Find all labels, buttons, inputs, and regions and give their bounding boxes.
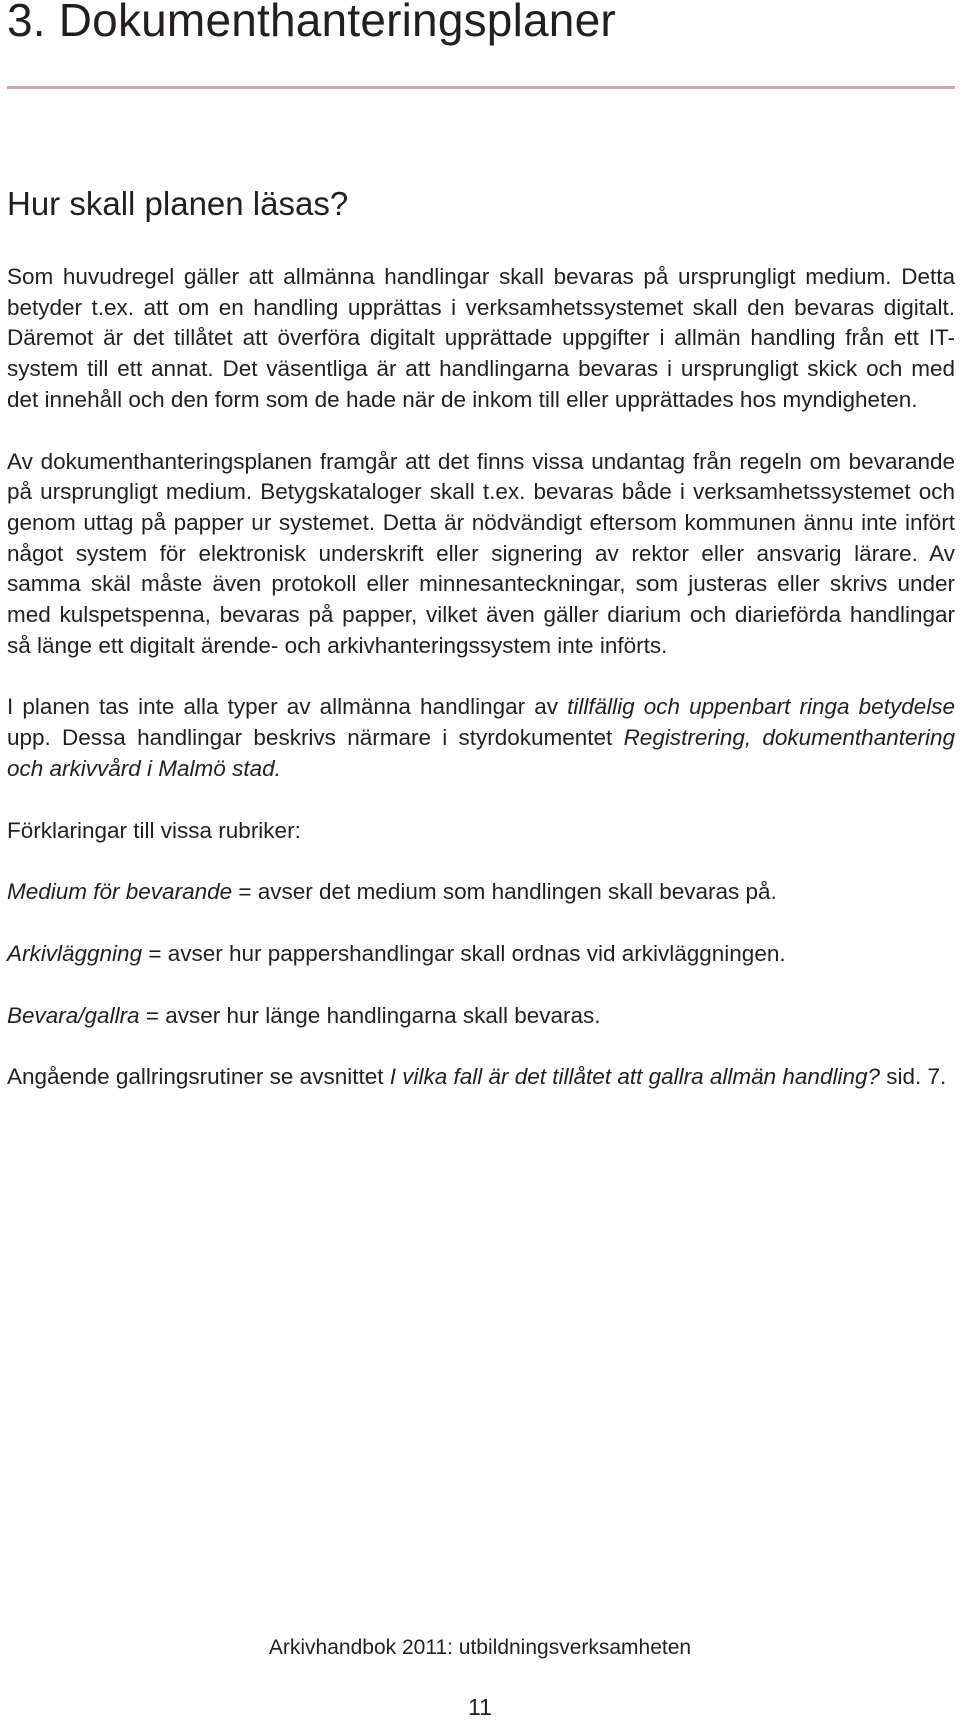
- paragraph-3-text-a: I planen tas inte alla typer av allmänna handlingar av: [7, 694, 568, 720]
- title-divider: [7, 86, 955, 89]
- paragraph-3-text-b: upp. Dessa handlingar beskrivs närmare i styrdokumentet: [7, 725, 624, 751]
- paragraph-8-text-b: sid. 7.: [880, 1064, 947, 1090]
- paragraph-3: [7, 692, 955, 784]
- page-title: 3. Dokumenthanteringsplaner: [7, 0, 616, 46]
- paragraph-1: Som huvudregel gäller att allmänna handlingar skall bevaras på ursprungligt medium. Detta betyder t.ex. att om en handling upprättas i verksamhetssystemet skall den bevaras digitalt. Däremot är det tillåtet att överföra digitalt upprättade uppgifter i allmän handling från ett IT-system till ett annat. Det väsentliga är att handlingarna bevaras i ursprungligt skick och med det innehåll och den form som de hade när de inkom till eller upprättades hos myndigheten.: [7, 264, 955, 412]
- page-footer: Arkivhandbok 2011: utbildningsverksamheten: [268, 1636, 692, 1659]
- paragraph-8: [7, 1062, 955, 1093]
- definition-medium-term: Medium för bevarande: [7, 879, 233, 905]
- definition-bevara-gallra-text: = avser hur länge handlingarna skall bevaras.: [139, 1002, 601, 1028]
- body-text: [7, 262, 955, 1124]
- paragraph-4: Förklaringar till vissa rubriker:: [7, 817, 301, 843]
- section-heading: Hur skall planen läsas?: [7, 185, 349, 222]
- page-number: 11: [468, 1694, 492, 1720]
- definition-arkivlaggning: [7, 939, 955, 970]
- definition-medium-text: = avser det medium som handlingen skall bevaras på.: [232, 879, 777, 905]
- definition-bevara-gallra: [7, 1001, 955, 1032]
- paragraph-3-emphasis-b: Registrering, dokumenthantering och arkivvård i Malmö stad.: [7, 725, 956, 781]
- paragraph-8-emphasis: I vilka fall är det tillåtet att gallra allmän handling?: [389, 1064, 880, 1090]
- paragraph-2: Av dokumenthanteringsplanen framgår att det finns vissa undantag från regeln om bevarande på ursprungligt medium. Betygskataloger skall t.ex. bevaras både i verksamhetssystemet och genom uttag på papper ur systemet. Detta är nödvändigt eftersom kommunen ännu inte infört något system för elektronisk underskrift eller signering av rektor eller ansvarig lärare. Av samma skäl måste även protokoll eller minnesanteckningar, som justeras eller skrivs under med kulspetspenna, bevaras på papper, vilket även gäller diarium och diarieförda handlingar så länge ett digitalt ärende- och arkivhanteringssystem inte införts.: [7, 448, 955, 658]
- paragraph-8-text-a: Angående gallringsrutiner se avsnittet: [7, 1064, 390, 1090]
- definition-arkivlaggning-text: = avser hur pappershandlingar skall ordnas vid arkivläggningen.: [142, 940, 786, 966]
- paragraph-3-emphasis-a: tillfällig och uppenbart ringa betydelse: [567, 694, 955, 720]
- definition-bevara-gallra-term: Bevara/gallra: [7, 1002, 140, 1028]
- definition-medium: [7, 877, 955, 908]
- definition-arkivlaggning-term: Arkivläggning: [7, 940, 143, 966]
